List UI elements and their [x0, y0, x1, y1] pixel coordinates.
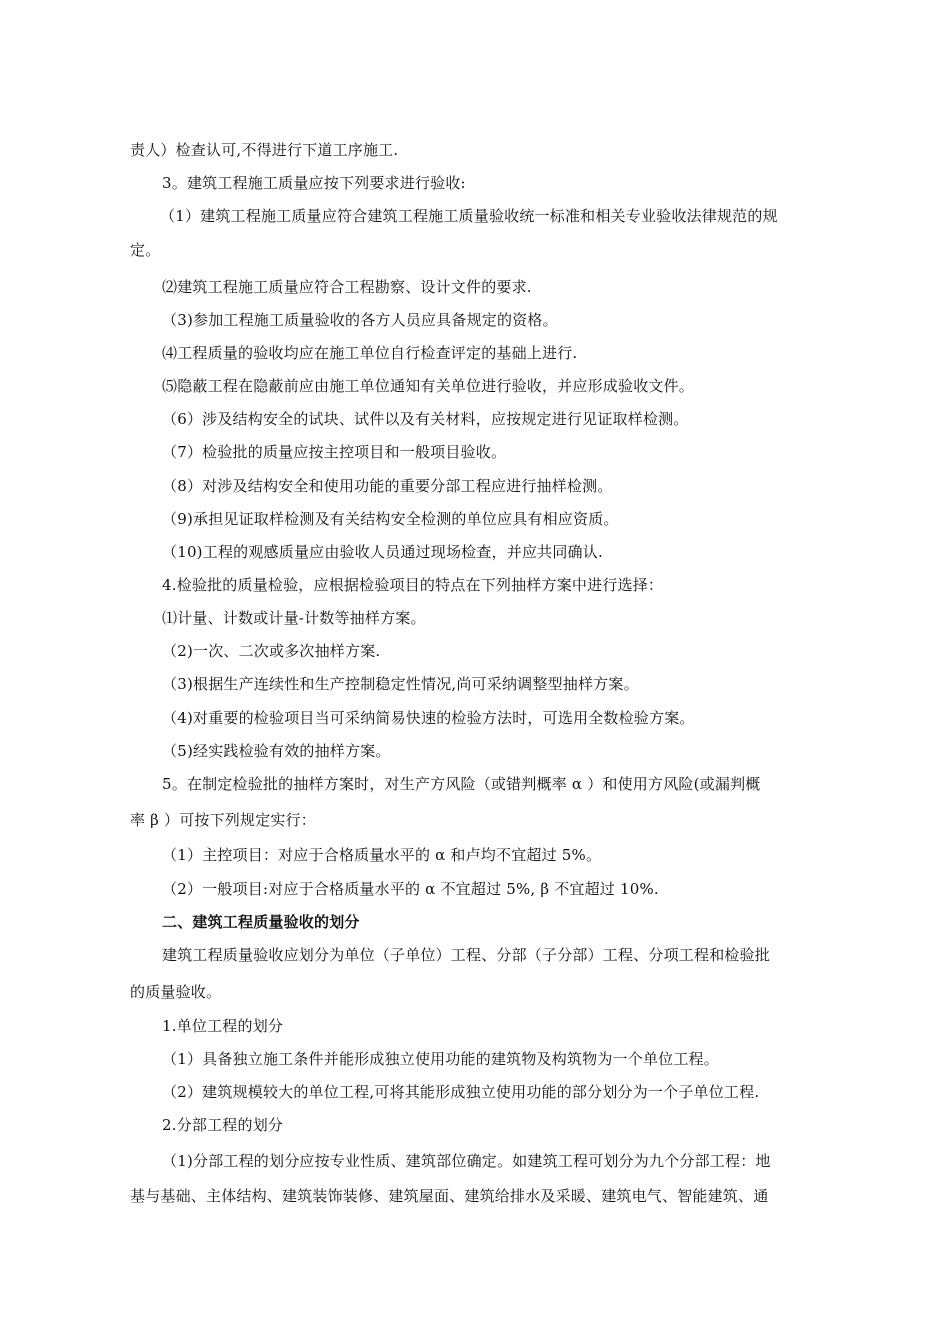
text-line: （3)根据生产连续性和生产控制稳定性情况,尚可采纳调整型抽样方案。 [162, 675, 639, 693]
text-line: 4.检验批的质量检验，应根据检验项目的特点在下列抽样方案中进行选择： [162, 576, 664, 594]
text-line: 5。在制定检验批的抽样方案时，对生产方风险（或错判概率 α ）和使用方风险(或漏判概 [162, 775, 761, 793]
text-line: 基与基础、主体结构、建筑装饰装修、建筑屋面、建筑给排水及采暖、建筑电气、智能建筑、通 [130, 1187, 769, 1205]
text-line: （3)参加工程施工质量验收的各方人员应具备规定的资格。 [162, 311, 558, 329]
text-line: （2）建筑规模较大的单位工程,可将其能形成独立使用功能的部分划分为一个子单位工程. [162, 1083, 760, 1101]
text-line: 责人）检查认可,不得进行下道工序施工. [130, 141, 399, 159]
text-line: 建筑工程质量验收应划分为单位（子单位）工程、分部（子分部）工程、分项工程和检验批 [162, 946, 771, 964]
text-line: （2）一般项目:对应于合格质量水平的 α 不宜超过 5%, β 不宜超过 10%. [162, 880, 659, 898]
text-line: 定。 [130, 241, 161, 259]
text-line: （1)分部工程的划分应按专业性质、建筑部位确定。如建筑工程可划分为九个分部工程：地 [162, 1152, 771, 1170]
text-line: ⑸隐蔽工程在隐蔽前应由施工单位通知有关单位进行验收，并应形成验收文件。 [162, 377, 695, 395]
text-line: 3。建筑工程施工质量应按下列要求进行验收: [162, 174, 466, 192]
text-line: （6）涉及结构安全的试块、试件以及有关材料，应按规定进行见证取样检测。 [162, 410, 689, 428]
text-line: ⑷工程质量的验收均应在施工单位自行检查评定的基础上进行. [162, 344, 578, 362]
text-line: （7）检验批的质量应按主控项目和一般项目验收。 [162, 443, 507, 461]
text-line: 率 β ）可按下列规定实行： [130, 811, 317, 829]
text-line: 1.单位工程的划分 [162, 1017, 284, 1035]
text-line: （1）主控项目：对应于合格质量水平的 α 和卢均不宜超过 5%。 [162, 846, 602, 864]
text-line: （10)工程的观感质量应由验收人员通过现场检查，并应共同确认. [162, 543, 603, 561]
text-line: （4)对重要的检验项目当可采纳简易快速的检验方法时，可选用全数检验方案。 [162, 709, 695, 727]
text-line: （1）具备独立施工条件并能形成独立使用功能的建筑物及构筑物为一个单位工程。 [162, 1050, 719, 1068]
section-heading: 二、建筑工程质量验收的划分 [162, 913, 360, 931]
text-line: ⑴计量、计数或计量-计数等抽样方案。 [162, 609, 426, 627]
text-line: （5)经实践检验有效的抽样方案。 [162, 742, 391, 760]
text-line: 的质量验收。 [130, 983, 222, 1001]
text-line: ⑵建筑工程施工质量应符合工程勘察、设计文件的要求. [162, 278, 532, 296]
text-line: （1）建筑工程施工质量应符合建筑工程施工质量验收统一标准和相关专业验收法律规范的规 [160, 207, 778, 225]
text-line: （2)一次、二次或多次抽样方案. [162, 642, 381, 660]
text-line: （8）对涉及结构安全和使用功能的重要分部工程应进行抽样检测。 [162, 477, 613, 495]
text-line: （9)承担见证取样检测及有关结构安全检测的单位应具有相应资质。 [162, 510, 619, 528]
text-line: 2.分部工程的划分 [162, 1116, 284, 1134]
